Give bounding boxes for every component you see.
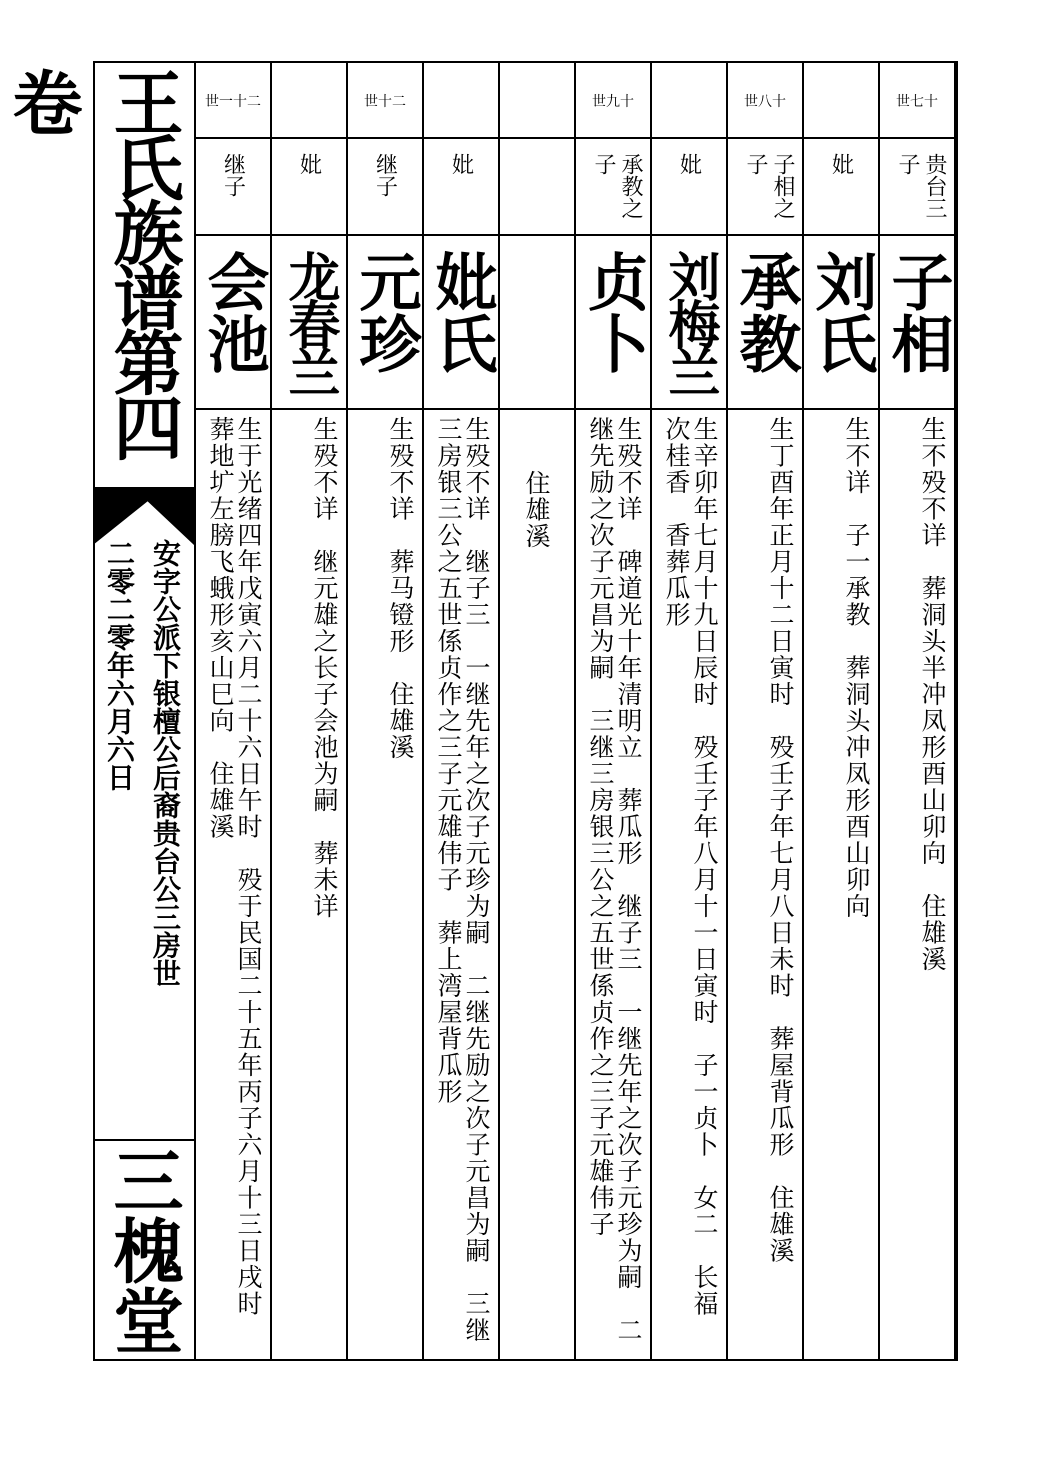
person-details: 生殁不详 继子三 一继先年之次子元珍为嗣 二继先励之次子元昌为嗣 三继三房银三公之五世係贞作之三子元雄伟子 葬上湾屋背瓜形	[434, 416, 491, 1344]
person-name: 会池	[197, 250, 270, 374]
person-name: 贞卜	[577, 250, 650, 374]
person-details: 生不详 子一承教 葬洞头冲凤形酉山卯向	[842, 416, 871, 920]
generation-label: 世七十	[896, 94, 938, 110]
person-name: 妣氏	[425, 250, 498, 374]
compile-date: 二零二零年六月六日	[103, 539, 136, 791]
column-6	[424, 61, 500, 1361]
relation-label: 子相之子	[743, 153, 795, 219]
banner-triangle	[93, 487, 194, 547]
person-details: 生辛卯年七月十九日辰时 殁壬子年八月十一日寅时 子一贞卜 女二 长福 次桂香 香葬瓜形	[662, 416, 719, 1344]
person-details: 生殁不详 葬马镫形 住雄溪	[386, 416, 415, 761]
generation-label: 世九十	[592, 94, 634, 110]
generation-label: 世一十二	[205, 94, 261, 110]
relation-label: 妣	[448, 153, 474, 175]
person-details: 生殁不详 继元雄之长子会池为嗣 葬未详	[310, 416, 339, 920]
person-details: 生丁酉年正月十二日寅时 殁壬子年七月八日未时 葬屋背瓜形 住雄溪	[766, 416, 795, 1264]
person-name: 元珍	[349, 250, 422, 374]
relation-label: 承教之子	[591, 153, 643, 219]
relation-label: 继子	[372, 153, 398, 197]
column-8	[272, 61, 348, 1361]
relation-label: 妣	[828, 153, 854, 175]
title-column	[1, 61, 196, 1361]
generation-label: 世十二	[364, 94, 406, 110]
relation-label: 贵台三子	[895, 153, 947, 219]
column-9	[196, 61, 272, 1361]
person-details: 生于光绪四年戊寅六月二十六日午时 殁于民国二十五年丙子六月十三日戌时 葬地圹左膀飞蛾形亥山巳向 住雄溪	[206, 416, 263, 1344]
column-4	[576, 61, 652, 1361]
person-details: 住雄溪	[522, 470, 551, 550]
column-0	[880, 61, 956, 1361]
relation-label: 妣	[296, 153, 322, 175]
person-name: 刘梅兰	[659, 250, 720, 394]
relation-label: 妣	[676, 153, 702, 175]
person-name: 子相	[881, 250, 954, 374]
generation-label: 世八十	[744, 94, 786, 110]
person-name: 刘氏	[805, 250, 878, 374]
genealogy-grid	[196, 61, 956, 1361]
person-details: 生殁不详 碑道光十年清明立 葬瓜形 继子三 一继先年之次子元珍为嗣 二继先励之次子元昌为嗣 三继三房银三公之五世係贞作之三子元雄伟子	[586, 416, 643, 1344]
person-details: 生不殁不详 葬洞头半冲凤形酉山卯向 住雄溪	[918, 416, 947, 973]
relation-label: 继子	[220, 153, 246, 197]
hall-name: 三槐堂	[102, 1145, 185, 1355]
column-7	[348, 61, 424, 1361]
column-2	[728, 61, 804, 1361]
person-name: 承教	[729, 250, 802, 374]
book-title: 王氏族谱第四卷	[1, 67, 185, 457]
hall-divider	[93, 1139, 194, 1141]
column-5	[500, 61, 576, 1361]
column-1	[804, 61, 880, 1361]
lineage-subtitle: 安字公派下银檀公后裔贵台公三房世	[149, 539, 182, 987]
column-3	[652, 61, 728, 1361]
person-name: 龙春兰	[279, 250, 340, 394]
